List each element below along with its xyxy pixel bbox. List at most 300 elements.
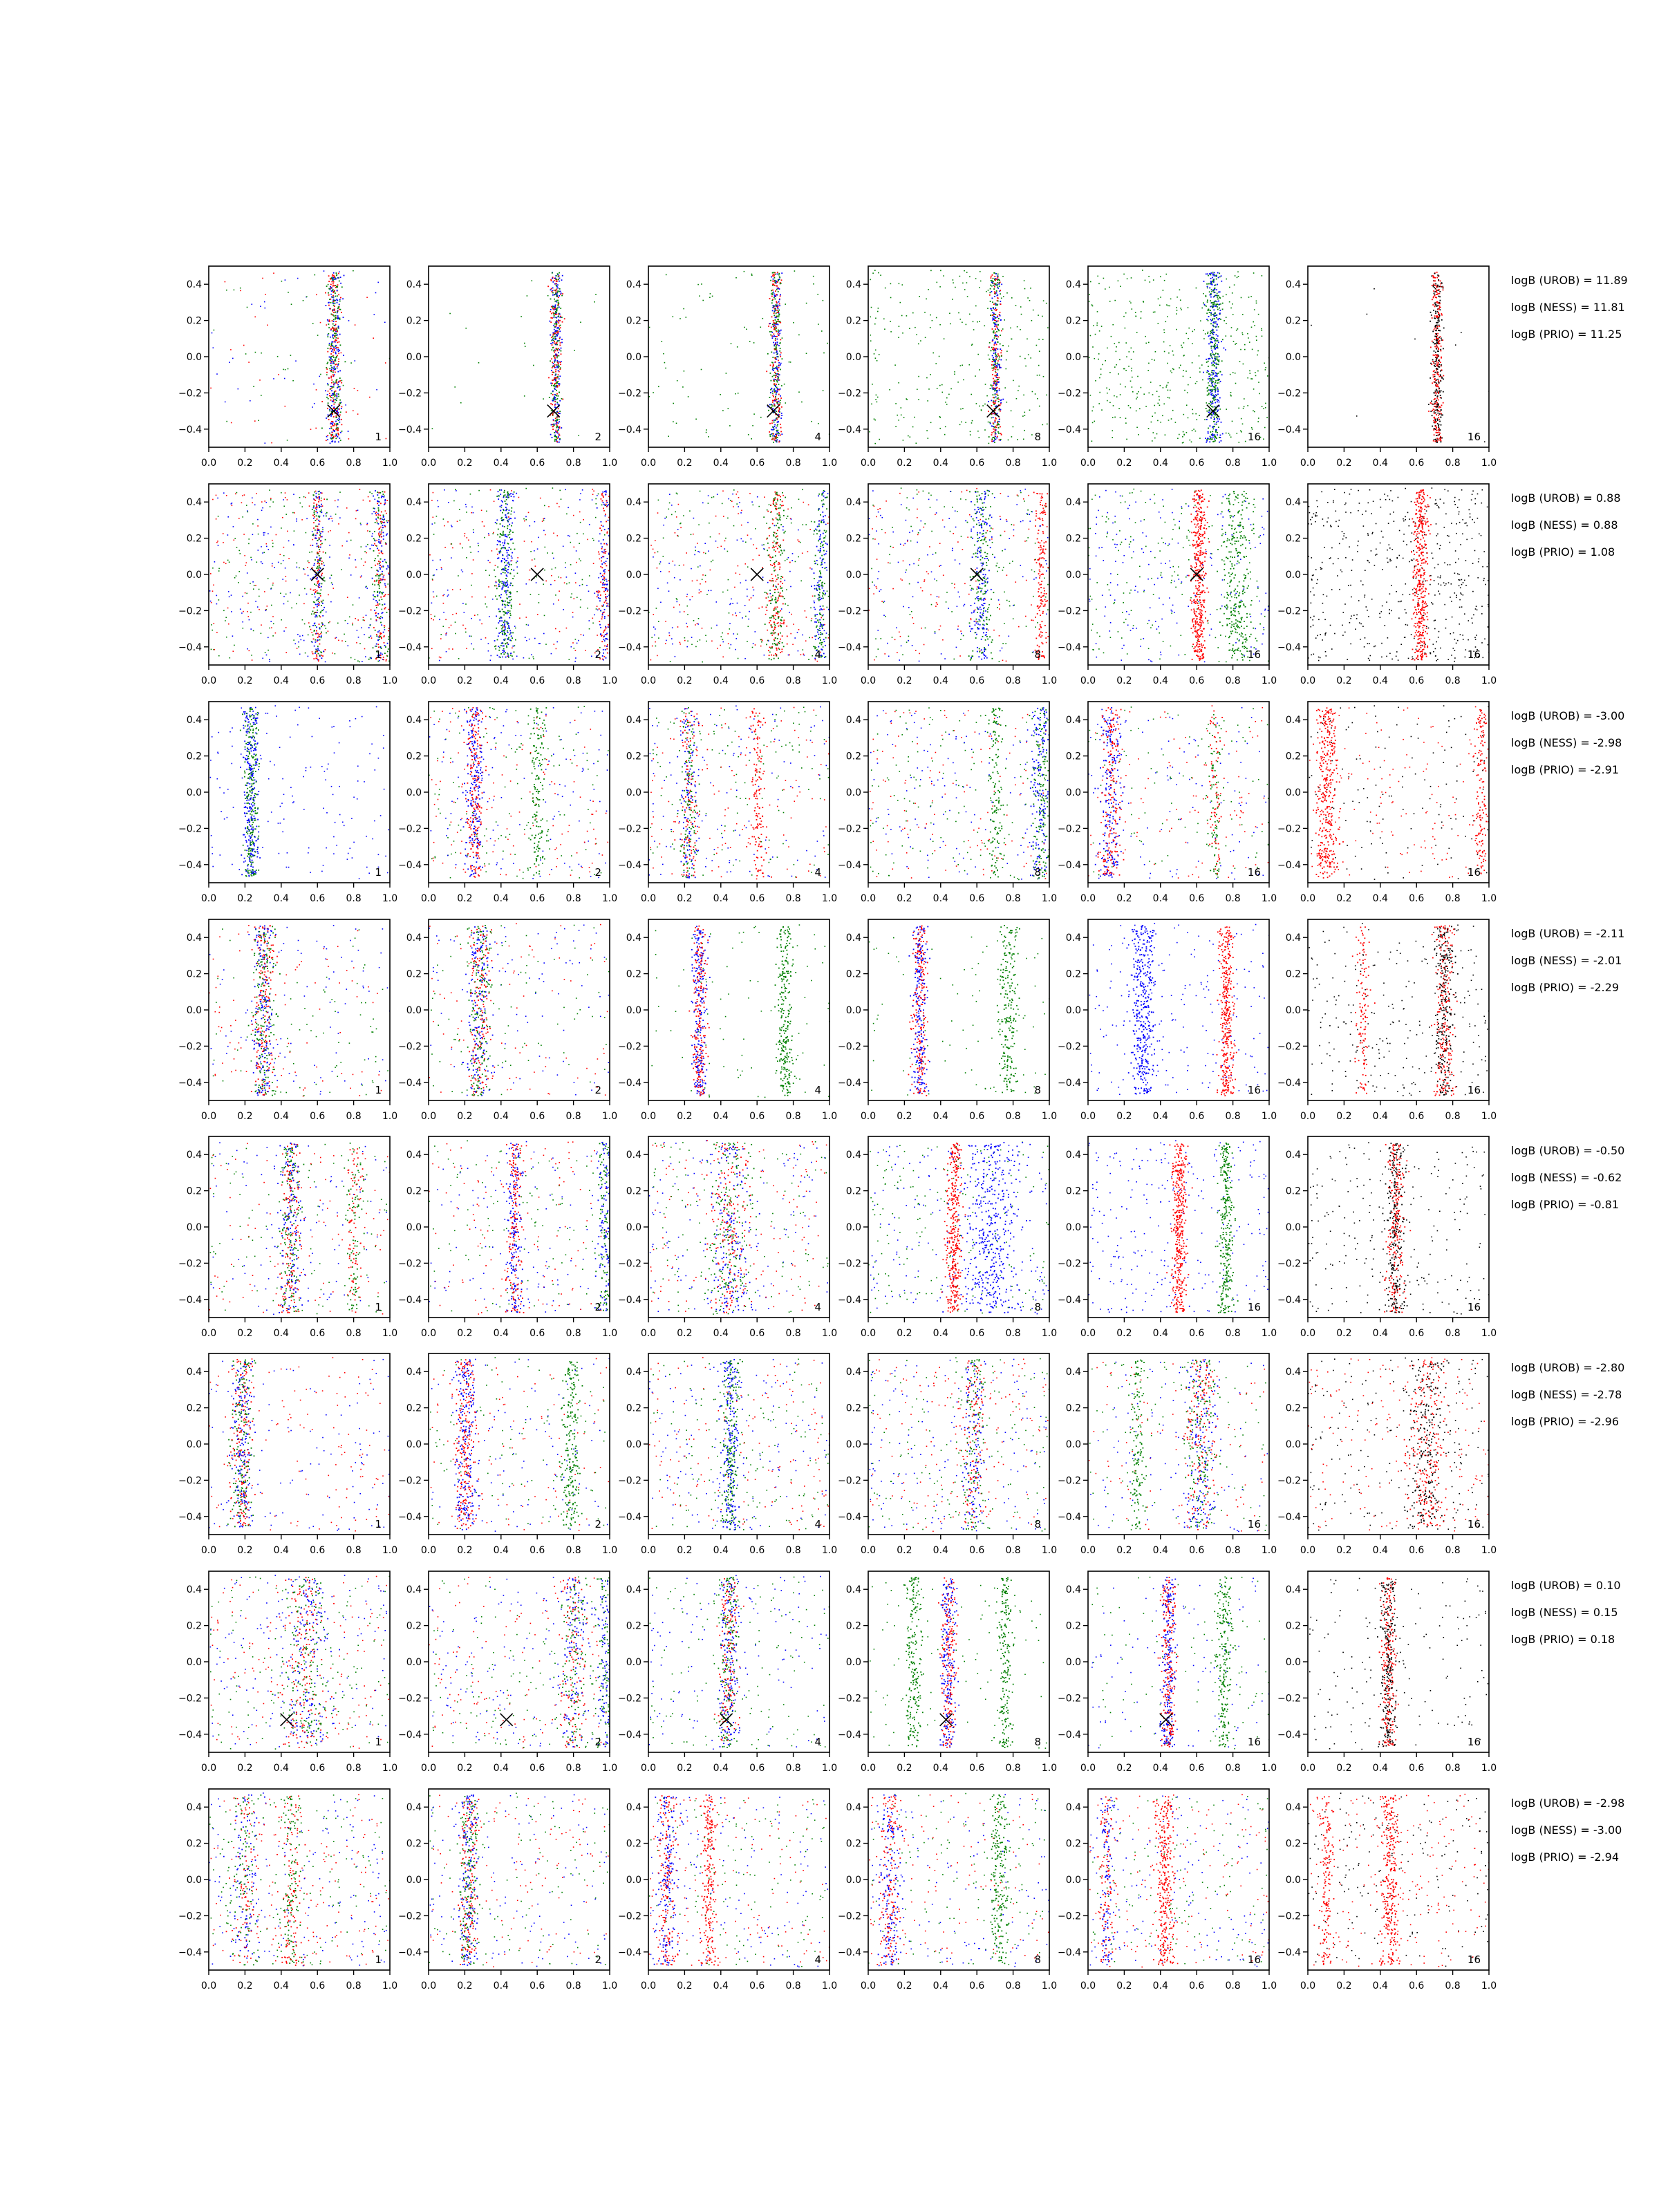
data-point <box>776 348 777 349</box>
data-point <box>317 566 319 568</box>
data-point <box>1008 346 1009 347</box>
data-point <box>285 568 286 569</box>
data-point <box>315 615 317 616</box>
data-point <box>341 353 342 354</box>
data-point <box>313 518 315 519</box>
data-point <box>367 588 368 589</box>
data-point <box>775 377 776 378</box>
data-point <box>337 315 339 317</box>
data-point <box>558 412 559 413</box>
data-point <box>1434 343 1436 344</box>
data-point <box>300 503 301 504</box>
data-point <box>329 321 330 322</box>
data-point <box>326 305 327 306</box>
data-point <box>1039 375 1040 376</box>
data-point <box>1484 441 1485 442</box>
data-point <box>975 375 976 377</box>
data-point <box>337 330 338 331</box>
point-cloud <box>1311 272 1490 443</box>
data-point <box>1211 370 1212 371</box>
data-point <box>318 601 319 602</box>
data-point <box>1181 347 1183 348</box>
data-point <box>1438 413 1439 414</box>
data-point <box>1436 285 1437 286</box>
y-tick-label: −0.4 <box>1058 424 1081 435</box>
data-point <box>898 337 899 338</box>
data-point <box>1214 338 1215 339</box>
data-point <box>273 378 274 379</box>
data-point <box>285 652 287 653</box>
data-point <box>265 610 267 612</box>
data-point <box>381 550 382 552</box>
data-point <box>285 497 286 498</box>
data-point <box>1437 285 1438 286</box>
data-point <box>1150 281 1151 283</box>
data-point <box>230 349 232 350</box>
data-point <box>997 277 999 279</box>
x-tick-label: 0.0 <box>201 675 216 686</box>
data-point <box>1437 311 1438 312</box>
data-point <box>995 363 997 364</box>
data-point <box>1436 360 1437 362</box>
data-point <box>775 319 776 321</box>
data-point <box>1131 368 1132 369</box>
y-tick-label: −0.2 <box>178 388 202 399</box>
data-point <box>337 328 339 329</box>
data-point <box>1438 364 1440 365</box>
data-point <box>1030 288 1031 289</box>
y-tick-label: 0.2 <box>1066 316 1081 327</box>
data-point <box>315 651 317 653</box>
data-point <box>319 583 321 584</box>
data-point <box>1101 409 1103 411</box>
data-point <box>778 401 780 402</box>
data-point <box>981 409 982 411</box>
data-point <box>551 291 552 292</box>
data-point <box>317 556 318 558</box>
data-point <box>331 395 332 396</box>
data-point <box>318 546 319 547</box>
data-point <box>336 379 337 381</box>
data-point <box>821 330 823 332</box>
data-point <box>321 401 323 402</box>
data-point <box>322 527 324 529</box>
data-point <box>776 301 777 303</box>
data-point <box>556 427 558 429</box>
data-point <box>986 395 988 397</box>
data-point <box>909 328 910 329</box>
data-point <box>326 440 327 441</box>
data-point <box>266 546 268 547</box>
data-point <box>303 603 305 605</box>
data-point <box>1439 326 1441 327</box>
data-point <box>768 410 769 411</box>
data-point <box>346 541 348 542</box>
data-point <box>243 628 244 629</box>
data-point <box>377 548 378 550</box>
data-point <box>270 499 272 500</box>
data-point <box>556 390 557 391</box>
data-point <box>320 633 321 635</box>
x-tick-label: 0.0 <box>1300 458 1315 469</box>
data-point <box>1218 400 1219 401</box>
data-point <box>319 558 321 559</box>
data-point <box>252 503 253 504</box>
data-point <box>1046 395 1047 396</box>
data-point <box>991 276 992 277</box>
data-point <box>559 340 560 341</box>
data-point <box>1226 409 1227 410</box>
data-point <box>266 543 268 545</box>
data-point <box>283 499 284 500</box>
data-point <box>548 506 550 507</box>
data-point <box>554 290 555 291</box>
data-point <box>556 324 558 325</box>
data-point <box>338 361 339 362</box>
data-point <box>319 650 320 651</box>
data-point <box>979 406 980 407</box>
data-point <box>992 374 993 375</box>
data-point <box>330 427 332 428</box>
data-point <box>377 644 379 645</box>
data-point <box>336 435 337 436</box>
data-point <box>994 283 995 285</box>
data-point <box>779 374 780 375</box>
data-point <box>1438 279 1439 281</box>
data-point <box>1432 361 1434 362</box>
data-point <box>334 374 335 375</box>
data-point <box>317 606 318 608</box>
data-point <box>1211 350 1212 351</box>
data-point <box>1216 373 1217 375</box>
data-point <box>1089 357 1090 358</box>
data-point <box>375 490 376 491</box>
data-point <box>1207 286 1208 288</box>
data-point <box>218 599 220 601</box>
data-point <box>1107 400 1108 402</box>
data-point <box>1434 317 1435 319</box>
data-point <box>355 518 357 520</box>
data-point <box>337 387 338 388</box>
data-point <box>216 495 217 496</box>
data-point <box>780 364 781 366</box>
data-point <box>364 634 365 635</box>
data-point <box>555 374 556 375</box>
data-point <box>556 441 558 442</box>
data-point <box>1434 336 1436 337</box>
data-point <box>556 377 558 379</box>
data-point <box>772 391 774 392</box>
data-point <box>275 632 276 634</box>
data-point <box>1143 393 1145 395</box>
data-point <box>337 290 338 291</box>
data-point <box>1042 339 1044 340</box>
data-point <box>1367 314 1368 315</box>
data-point <box>979 321 980 322</box>
data-point <box>962 322 963 324</box>
data-point <box>333 321 335 322</box>
data-point <box>940 270 941 272</box>
data-point <box>373 511 375 512</box>
data-point <box>559 345 561 346</box>
data-point <box>297 634 299 635</box>
data-point <box>1098 359 1099 360</box>
data-point <box>554 308 556 309</box>
data-point <box>379 492 381 494</box>
data-point <box>1254 411 1255 413</box>
data-point <box>778 411 779 413</box>
data-point <box>969 314 971 315</box>
data-point <box>556 344 558 346</box>
data-point <box>375 512 377 513</box>
data-point <box>778 333 779 335</box>
data-point <box>1181 345 1182 346</box>
data-point <box>241 503 243 504</box>
data-point <box>1217 303 1218 305</box>
data-point <box>1439 391 1441 393</box>
data-point <box>1374 288 1375 290</box>
data-point <box>338 434 339 435</box>
data-point <box>871 307 872 308</box>
data-point <box>329 357 330 358</box>
data-point <box>1215 424 1216 425</box>
x-tick-label: 0.8 <box>785 458 800 469</box>
data-point <box>550 335 551 336</box>
data-point <box>554 355 556 357</box>
data-point <box>1221 281 1222 282</box>
data-point <box>330 386 332 387</box>
data-point <box>1148 342 1150 344</box>
data-point <box>282 579 283 580</box>
data-point <box>999 285 1000 287</box>
data-point <box>306 518 308 520</box>
data-point <box>1226 433 1227 434</box>
data-point <box>980 271 981 272</box>
data-point <box>326 285 328 287</box>
data-point <box>268 650 269 651</box>
data-point <box>374 314 375 315</box>
data-point <box>1217 375 1218 377</box>
data-point <box>554 341 555 342</box>
data-point <box>779 330 780 332</box>
data-point <box>524 395 525 397</box>
data-point <box>227 516 229 518</box>
data-point <box>1212 364 1214 365</box>
data-point <box>1229 435 1230 436</box>
data-point <box>1217 393 1219 395</box>
data-point <box>335 329 336 330</box>
data-point <box>1434 329 1435 330</box>
data-point <box>339 301 341 302</box>
data-point <box>1258 314 1259 315</box>
data-point <box>1435 429 1436 430</box>
data-point <box>1439 291 1441 292</box>
data-point <box>1158 299 1159 300</box>
data-point <box>311 613 312 615</box>
data-point <box>1166 274 1168 275</box>
data-point <box>999 439 1000 440</box>
data-point <box>379 575 380 577</box>
data-point <box>988 401 989 402</box>
data-point <box>990 301 991 302</box>
data-point <box>377 523 378 524</box>
data-point <box>1139 409 1141 410</box>
data-point <box>1162 415 1163 417</box>
data-point <box>377 639 379 641</box>
data-point <box>1131 277 1132 279</box>
data-point <box>1215 363 1217 364</box>
data-point <box>1037 375 1038 376</box>
data-point <box>1217 272 1219 274</box>
data-point <box>1196 288 1197 289</box>
data-point <box>778 335 779 336</box>
data-point <box>775 290 776 292</box>
y-tick-label: 0.0 <box>187 352 202 363</box>
data-point <box>993 437 995 438</box>
data-point <box>1214 400 1215 401</box>
data-point <box>355 324 356 326</box>
x-tick-label: 0.6 <box>310 675 325 686</box>
data-point <box>1208 394 1210 395</box>
data-point <box>381 497 382 498</box>
data-point <box>1176 329 1177 330</box>
data-point <box>1210 312 1212 314</box>
data-point <box>1093 325 1094 326</box>
data-point <box>1206 402 1208 404</box>
data-point <box>323 562 324 563</box>
data-point <box>317 528 319 529</box>
data-point <box>554 280 555 281</box>
data-point <box>766 371 767 372</box>
data-point <box>554 364 556 366</box>
data-point <box>383 577 384 578</box>
data-point <box>1047 424 1048 425</box>
data-point <box>952 299 953 300</box>
data-point <box>997 336 999 337</box>
data-point <box>1128 366 1130 367</box>
data-point <box>324 581 326 582</box>
data-point <box>772 337 774 339</box>
data-point <box>272 635 274 637</box>
data-point <box>283 506 285 507</box>
data-point <box>976 403 977 404</box>
data-point <box>319 615 320 617</box>
data-point <box>992 368 993 369</box>
data-point <box>360 523 362 524</box>
data-point <box>1187 392 1188 393</box>
data-point <box>1211 362 1212 364</box>
data-point <box>993 339 994 341</box>
data-point <box>339 299 341 300</box>
data-point <box>772 439 774 440</box>
data-point <box>778 365 780 366</box>
data-point <box>1210 418 1212 419</box>
data-point <box>1190 377 1191 378</box>
data-point <box>303 569 305 570</box>
data-point <box>1236 330 1237 331</box>
data-point <box>1120 384 1121 385</box>
data-point <box>350 657 352 659</box>
data-point <box>1097 311 1098 312</box>
data-point <box>1168 353 1170 354</box>
data-point <box>1011 411 1012 412</box>
data-point <box>328 305 330 306</box>
data-point <box>281 492 282 494</box>
data-point <box>729 425 731 427</box>
data-point <box>775 385 776 386</box>
data-point <box>778 356 779 357</box>
data-point <box>348 438 350 440</box>
data-point <box>333 347 335 348</box>
data-point <box>558 332 559 333</box>
data-point <box>316 568 317 569</box>
data-point <box>373 550 375 552</box>
data-point <box>995 278 996 279</box>
data-point <box>926 430 928 431</box>
x-tick-label: 1.0 <box>1042 458 1057 469</box>
data-point <box>382 579 384 581</box>
data-point <box>369 500 371 502</box>
data-point <box>1205 438 1206 439</box>
data-point <box>384 496 385 497</box>
data-point <box>995 350 996 352</box>
data-point <box>1188 307 1189 308</box>
data-point <box>770 365 771 366</box>
data-point <box>673 316 674 317</box>
data-point <box>331 341 332 343</box>
data-point <box>775 338 776 339</box>
data-point <box>281 563 282 565</box>
data-point <box>560 364 561 365</box>
data-point <box>1258 382 1259 383</box>
data-point <box>302 635 303 637</box>
data-point <box>339 517 341 518</box>
data-point <box>261 546 262 547</box>
data-point <box>551 424 552 426</box>
data-point <box>1434 283 1435 285</box>
data-point <box>991 434 993 435</box>
data-point <box>378 507 379 509</box>
data-point <box>781 406 782 408</box>
data-point <box>562 293 563 294</box>
data-point <box>223 542 224 543</box>
data-point <box>1118 342 1120 344</box>
data-point <box>751 438 752 440</box>
data-point <box>377 591 378 592</box>
data-point <box>1219 291 1221 292</box>
data-point <box>336 423 337 424</box>
data-point <box>1441 405 1443 406</box>
data-point <box>556 382 557 383</box>
data-point <box>557 290 559 292</box>
data-point <box>1093 406 1094 408</box>
data-point <box>234 645 235 646</box>
data-point <box>771 422 773 424</box>
data-point <box>1436 286 1437 288</box>
data-point <box>1197 419 1198 420</box>
data-point <box>521 316 522 317</box>
data-point <box>1216 422 1217 423</box>
data-point <box>1432 304 1434 306</box>
data-point <box>775 373 776 375</box>
data-point <box>1212 325 1214 326</box>
data-point <box>556 357 558 359</box>
data-point <box>333 301 335 302</box>
data-point <box>1441 364 1442 366</box>
y-tick-label: 0.0 <box>187 570 202 581</box>
data-point <box>331 388 332 389</box>
data-point <box>376 514 377 516</box>
